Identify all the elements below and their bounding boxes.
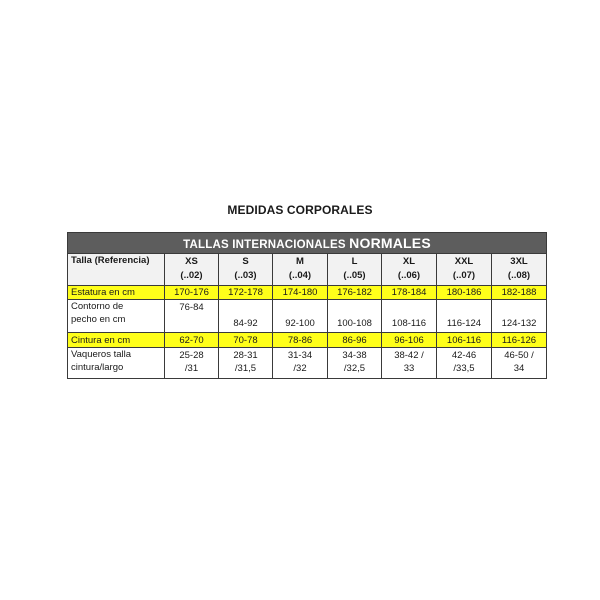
row-label-line: pecho en cm	[71, 314, 126, 325]
row-label-line: Vaqueros talla	[71, 349, 132, 360]
row-label: Cintura en cm	[68, 333, 165, 348]
cell-line: 34	[513, 363, 525, 374]
banner-prefix: TALLAS INTERNACIONALES	[183, 239, 346, 251]
cell-value: 70-78	[219, 333, 273, 348]
size-header-s	[219, 254, 273, 286]
cell-line: /31	[184, 363, 199, 374]
cell-value: 124-132	[492, 300, 547, 333]
cell-value: 178-184	[382, 286, 437, 300]
cell-value: 86-96	[328, 333, 382, 348]
size-header-xl	[382, 254, 437, 286]
size-name: XXL	[454, 256, 474, 267]
row-label	[68, 348, 165, 379]
cell-line: /31,5	[234, 363, 257, 374]
size-header-3xl	[492, 254, 547, 286]
size-header-row	[68, 254, 547, 286]
size-ref: (..07)	[452, 270, 476, 281]
cell-value: 76-84	[165, 300, 219, 333]
cell-value: 172-178	[219, 286, 273, 300]
table-banner-row	[68, 233, 547, 254]
size-header-m	[273, 254, 328, 286]
cell-value: 96-106	[382, 333, 437, 348]
size-name: M	[296, 256, 304, 267]
size-ref: (..06)	[397, 270, 421, 281]
page-title: MEDIDAS CORPORALES	[227, 203, 373, 217]
cell-line: /32	[293, 363, 307, 374]
size-header-xxl	[437, 254, 492, 286]
cell-line: 31-34	[287, 350, 313, 361]
cell-value	[165, 348, 219, 379]
cell-line: 34-38	[342, 350, 367, 361]
cell-line: 28-31	[233, 350, 258, 361]
cell-value	[328, 348, 382, 379]
cell-value: 108-116	[382, 300, 437, 333]
row-label: Estatura en cm	[68, 286, 165, 300]
size-ref: (..08)	[507, 270, 531, 281]
size-name: XS	[185, 256, 198, 267]
cell-line: /33,5	[453, 363, 475, 374]
row-label-line: Contorno de	[71, 301, 124, 312]
table-banner	[68, 233, 547, 254]
cell-value: 176-182	[328, 286, 382, 300]
size-header-l	[328, 254, 382, 286]
cell-value	[492, 348, 547, 379]
cell-value: 180-186	[437, 286, 492, 300]
cell-value: 106-116	[437, 333, 492, 348]
size-ref: (..05)	[343, 270, 366, 281]
size-chart-table	[67, 232, 547, 379]
size-header-xs	[165, 254, 219, 286]
cell-line: 25-28	[179, 350, 204, 361]
cell-value: 116-126	[492, 333, 547, 348]
cell-line: 33	[403, 363, 415, 374]
banner-emphasis: NORMALES	[349, 235, 431, 251]
table-row-cintura	[68, 333, 547, 348]
cell-line: 38-42 /	[394, 350, 424, 361]
table-row-contorno	[68, 300, 547, 333]
cell-value: 170-176	[165, 286, 219, 300]
cell-line: /32,5	[343, 363, 366, 374]
cell-value: 100-108	[328, 300, 382, 333]
cell-value: 174-180	[273, 286, 328, 300]
cell-value: 116-124	[437, 300, 492, 333]
size-ref: (..02)	[180, 270, 203, 281]
cell-value: 78-86	[273, 333, 328, 348]
row-label	[68, 300, 165, 333]
size-name: L	[351, 256, 358, 267]
size-ref: (..04)	[288, 270, 312, 281]
cell-value: 92-100	[273, 300, 328, 333]
cell-value: 84-92	[219, 300, 273, 333]
size-ref: (..03)	[234, 270, 257, 281]
cell-line: 46-50 /	[504, 350, 534, 361]
table-row-vaqueros	[68, 348, 547, 379]
size-name: 3XL	[510, 256, 528, 267]
cell-line: 42-46	[451, 350, 477, 361]
cell-value: 62-70	[165, 333, 219, 348]
cell-value	[382, 348, 437, 379]
cell-value	[219, 348, 273, 379]
size-name: XL	[402, 256, 416, 267]
cell-value	[273, 348, 328, 379]
table-row-estatura	[68, 286, 547, 300]
cell-value	[437, 348, 492, 379]
header-label: Talla (Referencia)	[68, 254, 165, 286]
cell-value: 182-188	[492, 286, 547, 300]
size-name: S	[242, 256, 249, 267]
row-label-line: cintura/largo	[71, 362, 124, 373]
